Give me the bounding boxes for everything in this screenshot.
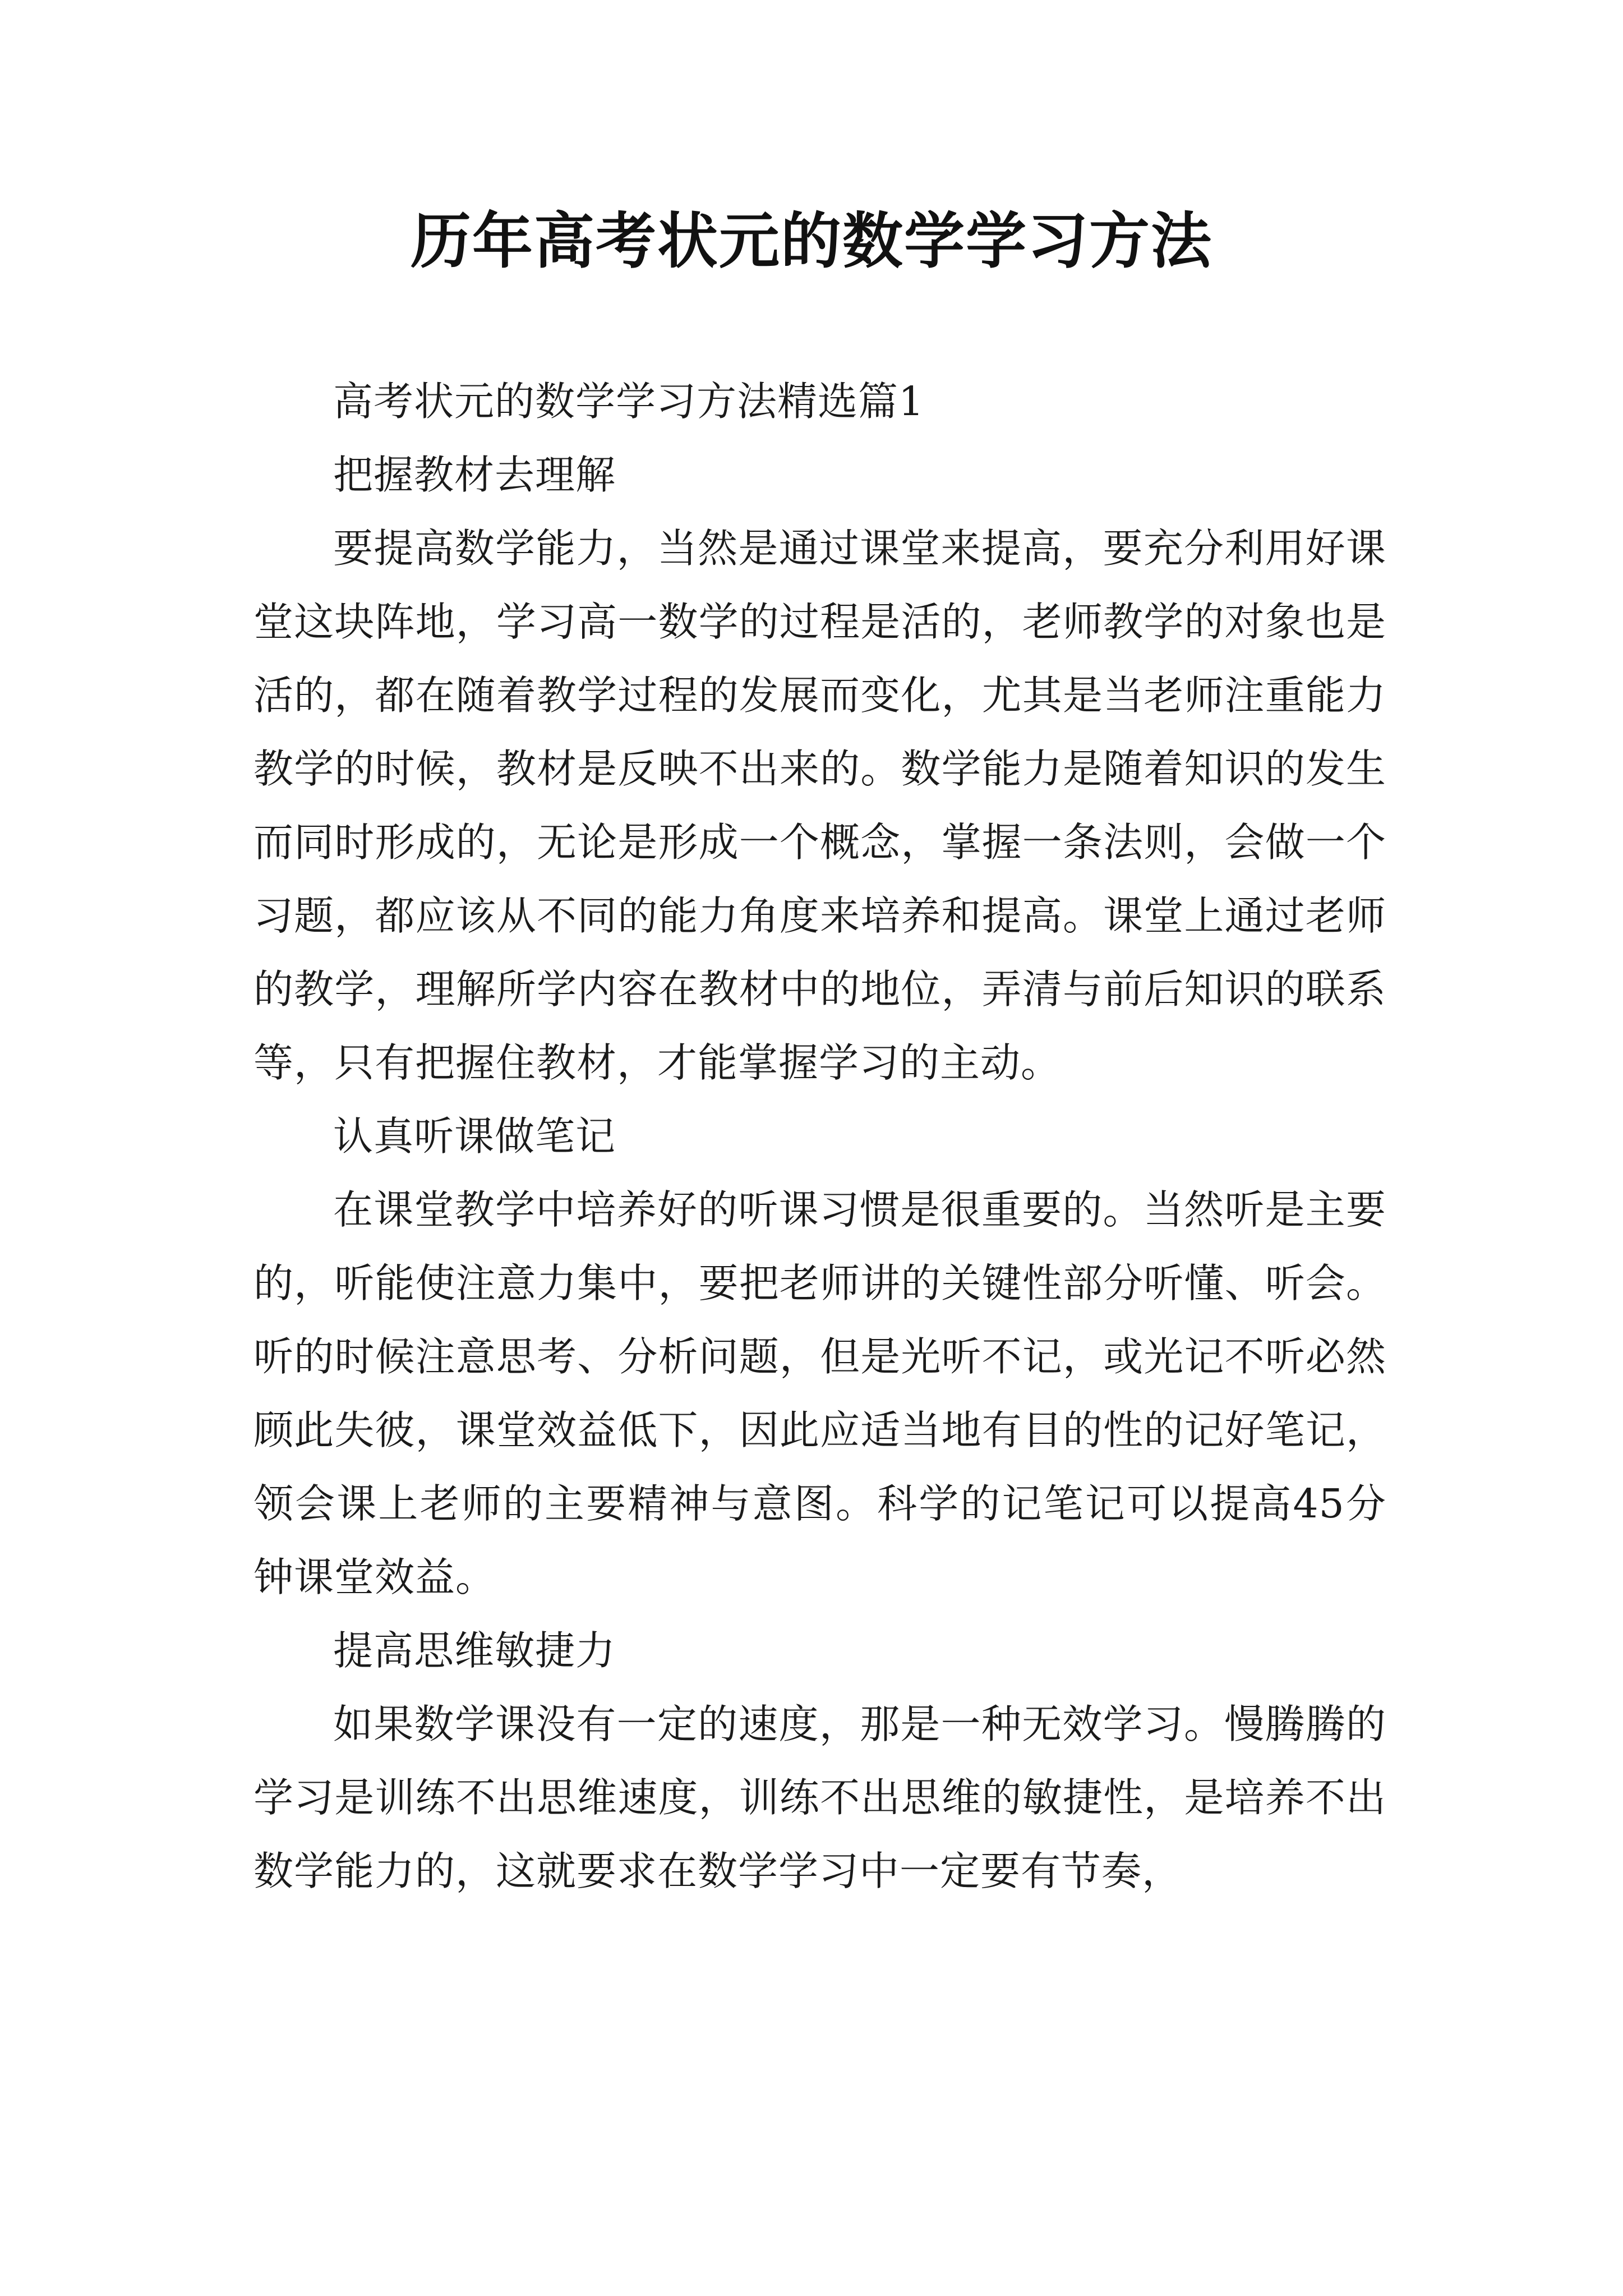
section-heading: 高考状元的数学学习方法精选篇1 — [333, 378, 925, 425]
subsection-heading: 提高思维敏捷力 — [333, 1627, 616, 1674]
subsection-heading: 认真听课做笔记 — [333, 1113, 616, 1159]
document-title: 历年高考状元的数学学习方法 — [410, 206, 1212, 277]
subsection-heading: 把握教材去理解 — [333, 452, 616, 498]
body-paragraph: 在课堂教学中培养好的听课习惯是很重要的。当然听是主要的，听能使注意力集中，要把老师讲的关键性部分听懂、听会。听的时候注意思考、分析问题，但是光听不记，或光记不听必然顾此失彼，课堂效益低下，因此应适当地有目的性的记好笔记，领会课上老师的主要精神与意图。科学的记笔记可以提高45分钟课堂效益。 — [253, 1186, 1386, 1600]
body-paragraph: 如果数学课没有一定的速度，那是一种无效学习。慢腾腾的学习是训练不出思维速度，训练不出思维的敏捷性，是培养不出数学能力的，这就要求在数学学习中一定要有节奏， — [253, 1701, 1386, 1894]
body-paragraph: 要提高数学能力，当然是通过课堂来提高，要充分利用好课堂这块阵地，学习高一数学的过程是活的，老师教学的对象也是活的，都在随着教学过程的发展而变化，尤其是当老师注重能力教学的时候，教材是反映不出来的。数学能力是随着知识的发生而同时形成的，无论是形成一个概念，掌握一条法则，会做一个习题，都应该从不同的能力角度来培养和提高。课堂上通过老师的教学，理解所学内容在教材中的地位，弄清与前后知识的联系等，只有把握住教材，才能掌握学习的主动。 — [253, 525, 1386, 1086]
document-body — [253, 365, 1386, 1908]
